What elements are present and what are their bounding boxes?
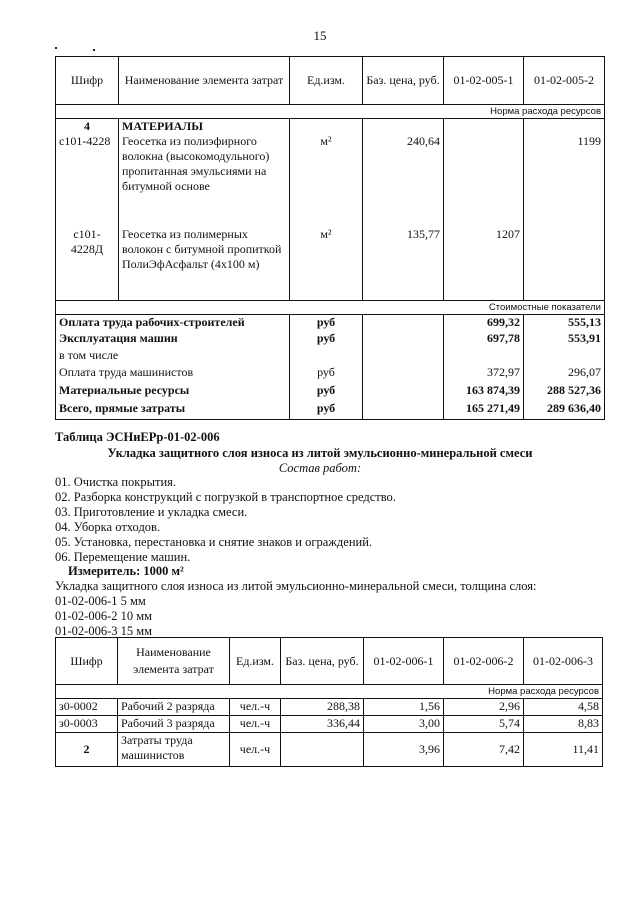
scan-dot	[55, 47, 57, 49]
row-v3: 11,41	[524, 733, 603, 767]
header-cell: Ед.изм.	[290, 57, 363, 105]
cost-unit: руб	[290, 401, 363, 419]
material-code: с101-4228Д	[56, 227, 119, 300]
row-name: Рабочий 3 разряда	[118, 716, 230, 733]
work-item: 04. Уборка отходов.	[55, 520, 161, 534]
material-v1	[444, 134, 524, 227]
row-v3: 4,58	[524, 699, 603, 716]
cost-row	[56, 331, 605, 348]
cost-row	[56, 365, 605, 383]
cost-v1: 165 271,49	[444, 401, 524, 419]
row-v1: 1,56	[364, 699, 444, 716]
cost-v1: 372,97	[444, 365, 524, 383]
cost-v2: 553,91	[524, 331, 605, 348]
scan-dot	[93, 49, 95, 51]
header-cell: Наименование элемента затрат	[118, 638, 230, 685]
section-row	[56, 119, 605, 135]
table-row	[56, 227, 605, 300]
cost-row	[56, 348, 605, 365]
row-unit: чел.-ч	[230, 733, 281, 767]
page-number: 15	[313, 28, 327, 43]
row-name: Затраты труда машинистов	[118, 733, 230, 767]
table-row	[56, 733, 603, 767]
table-header-row	[56, 638, 603, 685]
cost-row	[56, 401, 605, 419]
row-code: 2	[56, 733, 118, 767]
work-item: 05. Установка, перестановка и снятие знаков и ограждений.	[55, 535, 373, 549]
variant: 01-02-006-2 10 мм	[55, 609, 153, 623]
header-cell: Баз. цена, руб.	[281, 638, 364, 685]
variant: 01-02-006-1 5 мм	[55, 594, 146, 608]
row-name: Рабочий 2 разряда	[118, 699, 230, 716]
cost-v2: 288 527,36	[524, 383, 605, 401]
cost-name: Материальные ресурсы	[56, 383, 290, 401]
cost-v1: 697,78	[444, 331, 524, 348]
cost-v1: 163 874,39	[444, 383, 524, 401]
table-row	[56, 699, 603, 716]
header-cell: Баз. цена, руб.	[363, 57, 444, 105]
band-norm: Норма расхода ресурсов	[56, 105, 605, 119]
row-code: з0-0002	[56, 699, 118, 716]
cost-unit: руб	[290, 383, 363, 401]
table-label: Таблица ЭСНиЕРр-01-02-006	[55, 430, 220, 444]
table-01-02-005	[55, 56, 605, 420]
header-cell: Наименование элемента затрат	[119, 57, 290, 105]
row-unit: чел.-ч	[230, 699, 281, 716]
cost-unit: руб	[290, 365, 363, 383]
material-unit: м²	[290, 134, 363, 227]
section-title: МАТЕРИАЛЫ	[119, 119, 290, 135]
cost-unit: руб	[290, 331, 363, 348]
cost-name: в том числе	[56, 348, 290, 365]
material-name: Геосетка из полиэфирного волокна (высокомодульного) пропитанная эмульсиями на битумной основе	[119, 134, 290, 227]
header-cell: 01-02-006-3	[524, 638, 603, 685]
table-01-02-006	[55, 637, 603, 767]
band-costs: Стоимостные показатели	[56, 300, 605, 314]
section-code: 4	[56, 119, 119, 135]
row-unit: чел.-ч	[230, 716, 281, 733]
cost-row	[56, 314, 605, 331]
work-item: 03. Приготовление и укладка смеси.	[55, 505, 248, 519]
row-price: 288,38	[281, 699, 364, 716]
material-name: Геосетка из полимерных волокон с битумной пропиткой ПолиЭфАсфальт (4х100 м)	[119, 227, 290, 300]
header-cell: Шифр	[56, 638, 118, 685]
row-v3: 8,83	[524, 716, 603, 733]
section-title: Укладка защитного слоя износа из литой эмульсионно-минеральной смеси	[107, 446, 533, 460]
row-v2: 5,74	[444, 716, 524, 733]
work-item: 02. Разборка конструкций с погрузкой в транспортное средство.	[55, 490, 396, 504]
cost-v2: 289 636,40	[524, 401, 605, 419]
header-cell: 01-02-005-2	[524, 57, 605, 105]
material-v2	[524, 227, 605, 300]
cost-name: Эксплуатация машин	[56, 331, 290, 348]
band-norm: Норма расхода ресурсов	[56, 685, 603, 699]
material-price: 240,64	[363, 134, 444, 227]
band-row	[56, 105, 605, 119]
work-item: 06. Перемещение машин.	[55, 550, 191, 564]
material-unit: м²	[290, 227, 363, 300]
header-cell: 01-02-006-2	[444, 638, 524, 685]
header-cell: Ед.изм.	[230, 638, 281, 685]
cost-row	[56, 383, 605, 401]
variant: 01-02-006-3 15 мм	[55, 624, 153, 638]
material-v1: 1207	[444, 227, 524, 300]
header-cell: Шифр	[56, 57, 119, 105]
material-price: 135,77	[363, 227, 444, 300]
cost-name: Оплата труда машинистов	[56, 365, 290, 383]
material-code: с101-4228	[56, 134, 119, 227]
table-row	[56, 716, 603, 733]
row-v2: 2,96	[444, 699, 524, 716]
section-subtitle: Состав работ:	[278, 461, 362, 475]
header-cell: 01-02-006-1	[364, 638, 444, 685]
cost-v1: 699,32	[444, 314, 524, 331]
cost-name: Оплата труда рабочих-строителей	[56, 314, 290, 331]
band-row	[56, 300, 605, 314]
cost-name: Всего, прямые затраты	[56, 401, 290, 419]
band-row	[56, 685, 603, 699]
cost-unit: руб	[290, 314, 363, 331]
row-code: з0-0003	[56, 716, 118, 733]
work-item: 01. Очистка покрытия.	[55, 475, 177, 489]
row-v1: 3,00	[364, 716, 444, 733]
material-v2: 1199	[524, 134, 605, 227]
header-cell: 01-02-005-1	[444, 57, 524, 105]
meter: Измеритель: 1000 м²	[68, 564, 184, 578]
description: Укладка защитного слоя износа из литой эмульсионно-минеральной смеси, толщина слоя:	[55, 579, 537, 593]
table-header-row	[56, 57, 605, 105]
cost-v2: 555,13	[524, 314, 605, 331]
row-v1: 3,96	[364, 733, 444, 767]
row-price	[281, 733, 364, 767]
row-price: 336,44	[281, 716, 364, 733]
cost-v2: 296,07	[524, 365, 605, 383]
row-v2: 7,42	[444, 733, 524, 767]
table-row	[56, 134, 605, 227]
